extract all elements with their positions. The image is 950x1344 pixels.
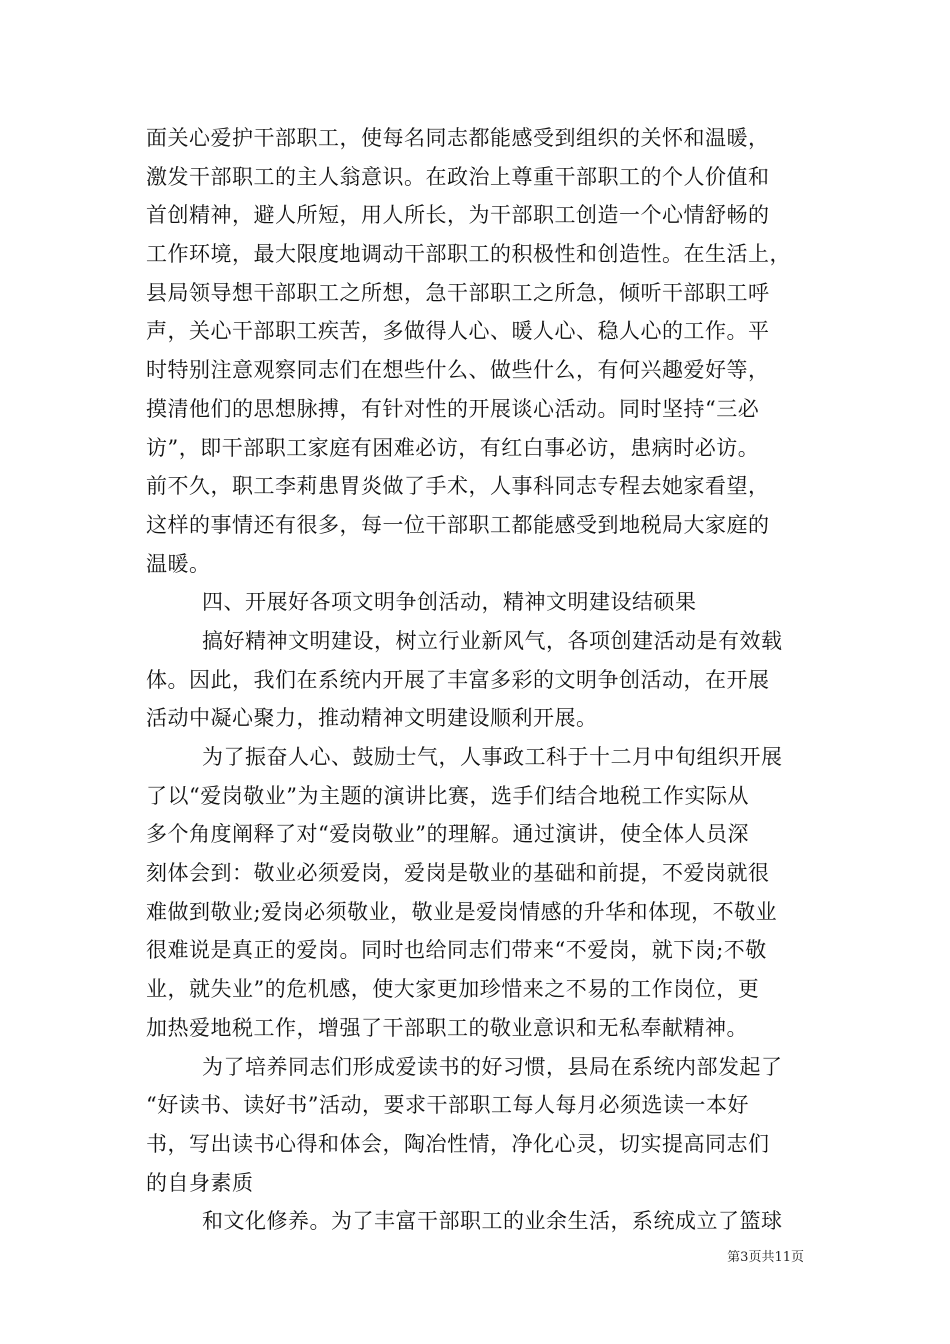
text-line: 书，写出读书心得和体会，陶冶性情，净化心灵，切实提高同志们 xyxy=(146,1131,770,1156)
text-line: 四、开展好各项文明争创活动，精神文明建设结硕果 xyxy=(202,590,697,615)
text-line: 面关心爱护干部职工，使每名同志都能感受到组织的关怀和温暖， xyxy=(146,126,770,150)
page-number: 第3页共11页 xyxy=(727,1250,804,1265)
paragraph xyxy=(146,622,814,738)
text-line: 县局领导想干部职工之所想，急干部职工之所急，倾听干部职工呼 xyxy=(146,280,770,305)
text-line: 了以“爱岗敬业”为主题的演讲比赛，选手们结合地税工作实际从 xyxy=(146,783,749,808)
text-line: 活动中凝心聚力，推动精神文明建设顺利开展。 xyxy=(146,706,598,731)
paragraph xyxy=(146,1048,814,1203)
text-line: 温暖。 xyxy=(146,551,211,576)
text-line: 这样的事情还有很多，每一位干部职工都能感受到地税局大家庭的 xyxy=(146,512,770,537)
document-body xyxy=(146,119,814,1241)
text-line: 刻体会到：敬业必须爱岗，爱岗是敬业的基础和前提，不爱岗就很 xyxy=(146,861,770,886)
text-line: 的自身素质 xyxy=(146,1170,254,1195)
text-line: 摸清他们的思想脉搏，有针对性的开展谈心活动。同时坚持“三必 xyxy=(146,396,760,421)
text-line: 很难说是真正的爱岗。同时也给同志们带来“不爱岗，就下岗;不敬 xyxy=(146,938,767,963)
text-line: 激发干部职工的主人翁意识。在政治上尊重干部职工的个人价值和 xyxy=(146,164,770,189)
text-line: 体。因此，我们在系统内开展了丰富多彩的文明争创活动，在开展 xyxy=(146,667,770,692)
text-line: 工作环境，最大限度地调动干部职工的积极性和创造性。在生活上， xyxy=(146,242,791,267)
text-line: 前不久，职工李莉患胃炎做了手术，人事科同志专程去她家看望， xyxy=(146,474,770,499)
section-heading xyxy=(146,583,814,622)
text-line: 首创精神，避人所短，用人所长，为干部职工创造一个心情舒畅的 xyxy=(146,203,770,228)
text-line: 声，关心干部职工疾苦，多做得人心、暖人心、稳人心的工作。平 xyxy=(146,319,770,344)
text-line: 访”，即干部职工家庭有困难必访，有红白事必访，患病时必访。 xyxy=(146,435,760,460)
text-line: 多个角度阐释了对“爱岗敬业”的理解。通过演讲，使全体人员深 xyxy=(146,822,749,847)
text-line: 加热爱地税工作，增强了干部职工的敬业意识和无私奉献精神。 xyxy=(146,1015,748,1040)
text-line: 为了培养同志们形成爱读书的好习惯，县局在系统内部发起了 xyxy=(202,1054,783,1079)
paragraph xyxy=(146,119,814,583)
text-line: “好读书、读好书”活动，要求干部职工每人每月必须选读一本好 xyxy=(146,1093,749,1118)
text-line: 搞好精神文明建设，树立行业新风气，各项创建活动是有效载 xyxy=(202,628,783,653)
text-line: 和文化修养。为了丰富干部职工的业余生活，系统成立了篮球 xyxy=(202,1209,783,1234)
paragraph xyxy=(146,738,814,1048)
text-line: 时特别注意观察同志们在想些什么、做些什么，有何兴趣爱好等， xyxy=(146,358,770,383)
paragraph xyxy=(146,1202,814,1241)
text-line: 为了振奋人心、鼓励士气，人事政工科于十二月中旬组织开展 xyxy=(202,745,783,769)
text-line: 业，就失业”的危机感，使大家更加珍惜来之不易的工作岗位，更 xyxy=(146,977,760,1002)
text-line: 难做到敬业;爱岗必须敬业，敬业是爱岗情感的升华和体现，不敬业 xyxy=(146,899,778,924)
